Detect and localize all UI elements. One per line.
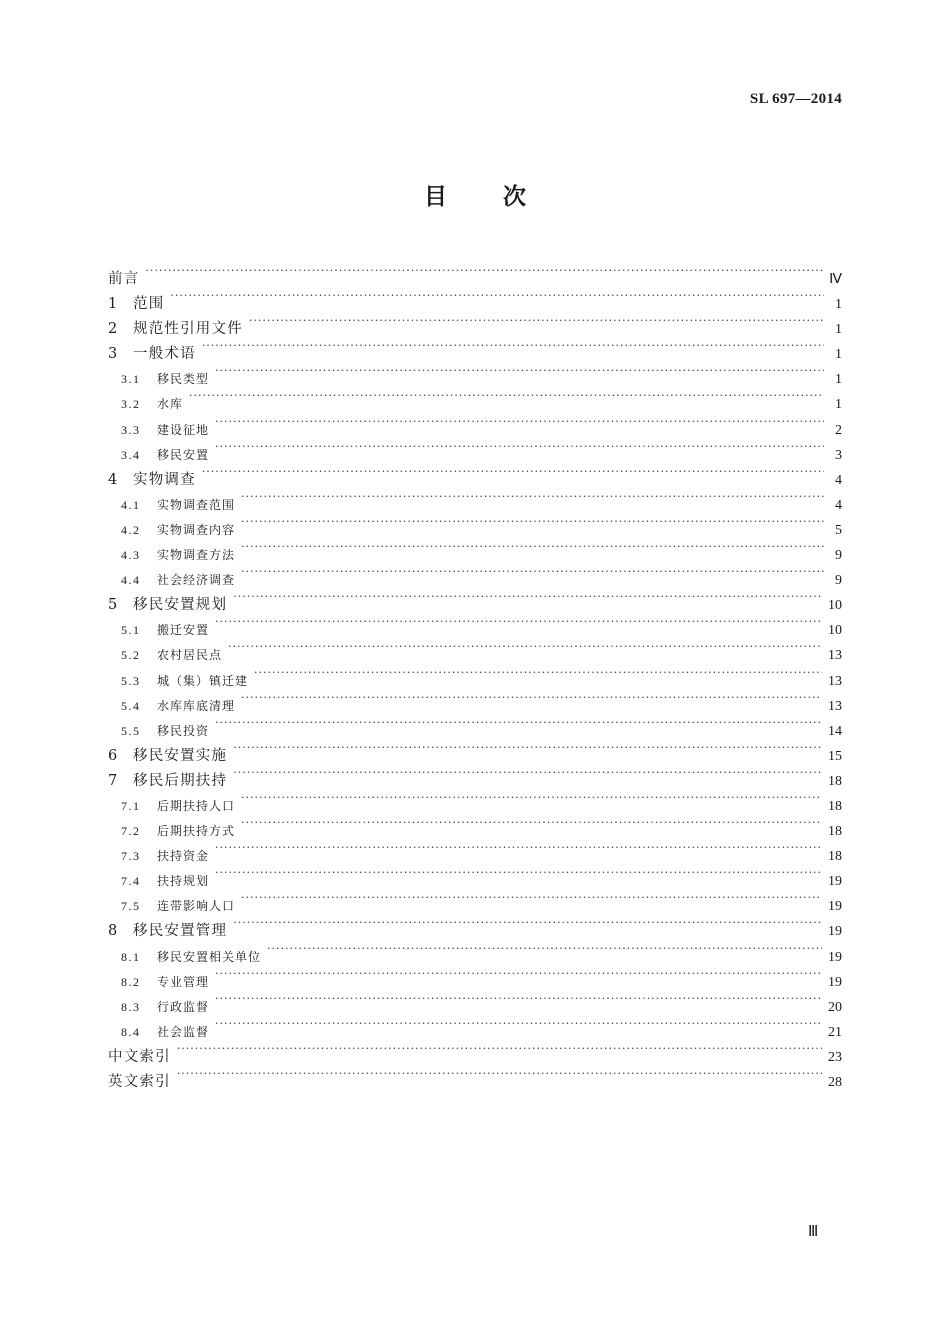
toc-entry-page: 18 (828, 798, 842, 814)
toc-dot-leader (215, 986, 822, 1011)
toc-dot-leader (233, 910, 822, 935)
toc-dot-leader (254, 660, 822, 685)
toc-entry-page: 3 (835, 447, 842, 463)
toc-dot-leader (233, 760, 822, 785)
toc-entry-number: 7.1 (121, 798, 141, 813)
page-number: Ⅲ (808, 1224, 819, 1240)
toc-entry-label: 建设征地 (157, 422, 210, 437)
toc-entry-number: 7.4 (121, 874, 141, 889)
toc-entry[interactable] (108, 735, 842, 764)
toc-dot-leader (228, 634, 822, 659)
toc-entry[interactable] (108, 308, 842, 338)
toc-entry-number: 8.3 (121, 999, 141, 1014)
toc-entry-label: 农村居民点 (157, 648, 223, 663)
toc-entry-number: 5.3 (121, 673, 141, 688)
toc-entry-number: 7.2 (121, 824, 141, 839)
toc-entry-page: 4 (835, 497, 842, 513)
toc-dot-leader (215, 358, 824, 383)
toc-entry[interactable] (108, 283, 842, 313)
toc-entry-page: 9 (835, 573, 842, 589)
toc-entry-label: 移民安置相关单位 (157, 949, 262, 964)
toc-dot-leader (202, 459, 824, 484)
toc-entry-page: 4 (835, 472, 842, 488)
toc-dot-leader (177, 1036, 822, 1061)
toc-entry-label: 前言 (108, 271, 140, 287)
toc-entry[interactable] (108, 258, 842, 287)
toc-entry-page: 18 (828, 773, 842, 789)
toc-entry-label: 实物调查内容 (157, 522, 236, 537)
toc-entry-number: 4 (108, 471, 118, 488)
toc-dot-leader (241, 810, 822, 835)
toc-entry[interactable] (108, 434, 842, 463)
toc-entry-number: 3.3 (121, 422, 141, 437)
toc-title (0, 178, 950, 211)
toc-entry-number: 3.4 (121, 447, 141, 462)
toc-entry-label: 移民安置管理 (133, 923, 228, 940)
toc-entry[interactable] (108, 383, 842, 413)
toc-dot-leader (215, 961, 822, 986)
toc-entry-page: 15 (828, 748, 842, 764)
toc-entry-page: 20 (828, 999, 842, 1015)
toc-entry-number: 3.2 (121, 397, 141, 412)
toc-entry-label: 后期扶持方式 (157, 824, 236, 839)
toc-entry[interactable] (108, 961, 842, 990)
toc-entry-label: 移民投资 (157, 723, 210, 738)
toc-dot-leader (202, 333, 824, 358)
toc-entry-label: 规范性引用文件 (133, 321, 243, 338)
toc-entry-page: 1 (835, 372, 842, 388)
toc-entry-page: 19 (828, 974, 842, 990)
toc-entry-label: 水库 (157, 397, 184, 412)
toc-entry[interactable] (108, 609, 842, 639)
toc-entry-label: 一般术语 (133, 346, 196, 363)
toc-dot-leader (233, 584, 822, 609)
toc-entry-number: 4.3 (121, 548, 141, 563)
toc-entry-number: 8.4 (121, 1024, 141, 1039)
toc-entry-page: 10 (828, 623, 842, 639)
toc-entry-page: 13 (828, 648, 842, 664)
toc-dot-leader (215, 434, 824, 459)
toc-entry-label: 搬迁安置 (157, 623, 210, 638)
toc-entry-number: 7.3 (121, 849, 141, 864)
toc-dot-leader (241, 534, 824, 559)
toc-entry-page: 18 (828, 824, 842, 840)
toc-entry-number: 8.2 (121, 974, 141, 989)
toc-entry[interactable] (108, 484, 842, 513)
toc-entry-number: 7 (108, 772, 118, 789)
toc-entry[interactable] (108, 835, 842, 865)
toc-dot-leader (249, 308, 824, 333)
toc-entry-page: 1 (835, 322, 842, 338)
toc-dot-leader (241, 484, 824, 509)
toc-dot-leader (170, 283, 824, 308)
toc-dot-leader (215, 1011, 822, 1036)
toc-entry-label: 城（集）镇迁建 (157, 673, 249, 688)
toc-dot-leader (215, 860, 822, 885)
toc-entry-label: 水库库底清理 (157, 698, 236, 713)
toc-entry-label: 连带影响人口 (157, 899, 236, 914)
toc-entry[interactable] (108, 885, 842, 915)
toc-entry[interactable] (108, 409, 842, 438)
toc-entry-page: 19 (828, 924, 842, 940)
toc-entry-page: Ⅳ (829, 272, 842, 287)
toc-entry-page: 2 (835, 422, 842, 438)
table-of-contents (108, 258, 842, 1090)
toc-entry-page: 1 (835, 397, 842, 413)
toc-entry-page: 23 (828, 1049, 842, 1065)
toc-entry-label: 社会监督 (157, 1024, 210, 1039)
toc-entry-page: 13 (828, 698, 842, 714)
toc-entry-number: 3.1 (121, 372, 141, 387)
toc-entry-page: 19 (828, 874, 842, 890)
toc-entry-page: 1 (835, 297, 842, 313)
toc-entry-number: 5.2 (121, 648, 141, 663)
toc-entry-label: 英文索引 (108, 1074, 171, 1090)
toc-dot-leader (215, 710, 822, 735)
toc-entry-label: 范围 (133, 296, 165, 313)
toc-dot-leader (189, 383, 824, 408)
toc-entry-label: 后期扶持人口 (157, 798, 236, 813)
toc-entry-page: 9 (835, 548, 842, 564)
toc-entry-number: 4.2 (121, 522, 141, 537)
toc-entry-label: 专业管理 (157, 974, 210, 989)
toc-entry-number: 3 (108, 346, 118, 363)
toc-entry-label: 移民安置实施 (133, 747, 228, 764)
toc-entry-label: 实物调查方法 (157, 548, 236, 563)
toc-entry-label: 社会经济调查 (157, 573, 236, 588)
toc-dot-leader (215, 409, 824, 434)
toc-entry[interactable] (108, 1011, 842, 1040)
toc-title-char-2: 次 (503, 184, 526, 210)
standard-code: SL 697—2014 (749, 91, 842, 107)
toc-entry[interactable] (108, 333, 842, 363)
toc-entry-number: 7.5 (121, 899, 141, 914)
toc-entry-number: 8.1 (121, 949, 141, 964)
toc-dot-leader (177, 1061, 822, 1086)
toc-entry-label: 移民安置 (157, 447, 210, 462)
toc-dot-leader (241, 509, 824, 534)
toc-dot-leader (233, 735, 822, 760)
toc-entry-number: 1 (108, 296, 118, 313)
toc-entry-number: 5.1 (121, 623, 141, 638)
toc-entry-number: 4.1 (121, 497, 141, 512)
toc-entry-page: 18 (828, 849, 842, 865)
toc-entry-number: 6 (108, 747, 118, 764)
toc-entry[interactable] (108, 986, 842, 1015)
toc-entry-page: 5 (835, 522, 842, 538)
toc-entry-page: 19 (828, 949, 842, 965)
toc-entry-label: 实物调查 (133, 471, 196, 488)
toc-entry[interactable] (108, 358, 842, 388)
toc-entry-page: 1 (835, 347, 842, 363)
toc-title-char-1: 目 (424, 184, 447, 210)
toc-dot-leader (241, 785, 822, 810)
toc-entry[interactable] (108, 459, 842, 488)
toc-dot-leader (215, 609, 822, 634)
toc-entry-number: 5 (108, 597, 118, 614)
toc-entry-label: 实物调查范围 (157, 497, 236, 512)
toc-entry-number: 2 (108, 321, 118, 338)
toc-entry-label: 扶持规划 (157, 874, 210, 889)
toc-entry-number: 5.5 (121, 723, 141, 738)
toc-entry-number: 4.4 (121, 573, 141, 588)
toc-entry-number: 8 (108, 923, 118, 940)
toc-dot-leader (145, 258, 823, 283)
toc-entry-label: 中文索引 (108, 1048, 171, 1065)
toc-entry[interactable] (108, 710, 842, 739)
toc-entry-label: 扶持资金 (157, 849, 210, 864)
toc-entry-label: 移民安置规划 (133, 597, 228, 614)
toc-entry-label: 移民后期扶持 (133, 772, 228, 789)
toc-dot-leader (241, 885, 822, 910)
toc-entry[interactable] (108, 1061, 842, 1090)
toc-entry-label: 行政监督 (157, 999, 210, 1014)
toc-entry-number: 5.4 (121, 698, 141, 713)
toc-entry[interactable] (108, 634, 842, 664)
toc-entry[interactable] (108, 1036, 842, 1065)
toc-entry-label: 移民类型 (157, 372, 210, 387)
toc-entry-page: 13 (828, 673, 842, 689)
toc-entry-page: 14 (828, 723, 842, 739)
toc-dot-leader (241, 559, 824, 584)
toc-entry-page: 21 (828, 1024, 842, 1040)
toc-entry-page: 28 (828, 1075, 842, 1090)
toc-entry-page: 10 (828, 598, 842, 614)
toc-dot-leader (241, 685, 822, 710)
toc-dot-leader (267, 936, 822, 961)
toc-entry[interactable] (108, 860, 842, 890)
toc-dot-leader (215, 835, 822, 860)
toc-entry-page: 19 (828, 899, 842, 915)
